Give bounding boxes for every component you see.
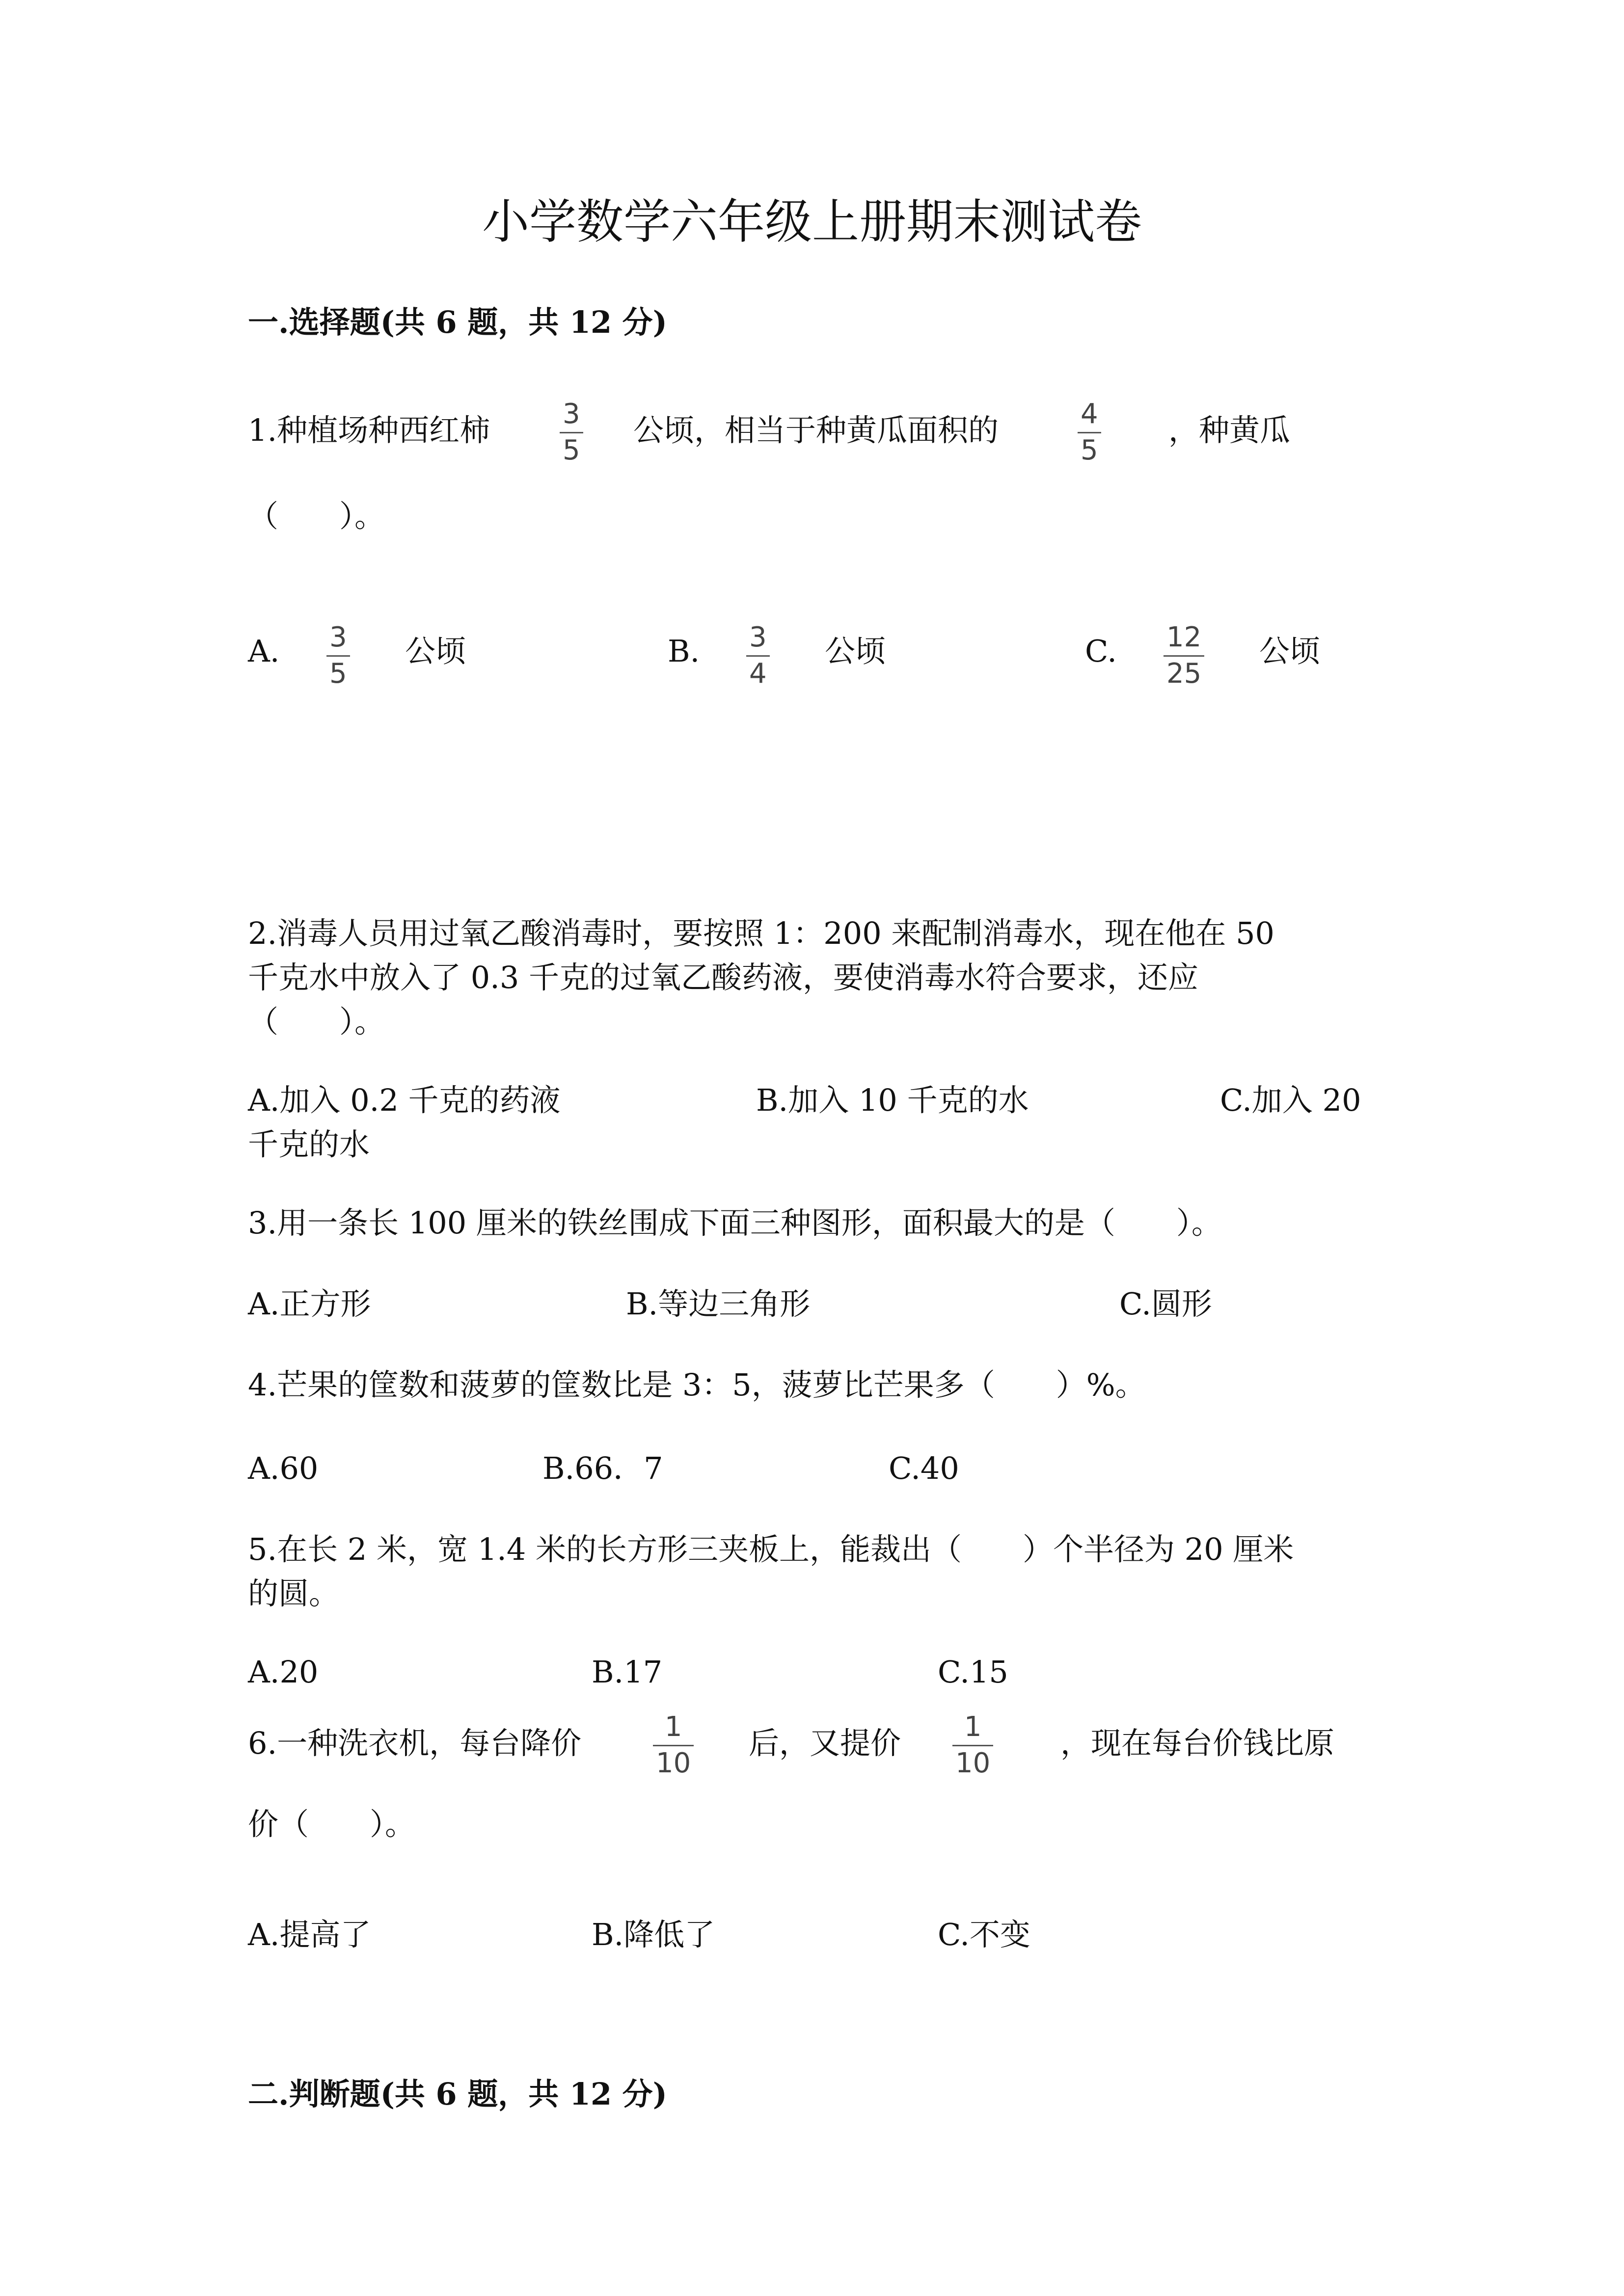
q6-option-a: A.提高了 — [248, 1917, 371, 1952]
q1-option-a-unit: 公顷 — [405, 633, 466, 669]
q6-text-c: ，现在每台价钱比原 — [1060, 1725, 1335, 1761]
q1-option-c-label: C. — [1085, 633, 1117, 669]
q1-option-b-label: B. — [668, 633, 700, 669]
page-title: 小学数学六年级上册期末测试卷 — [482, 194, 1142, 249]
q1-option-c-unit: 公顷 — [1259, 633, 1321, 669]
q2-line-1: 2.消毒人员用过氧乙酸消毒时，要按照 1：200 来配制消毒水，现在他在 50 — [248, 915, 1274, 951]
section-heading-choice: 一.选择题(共 6 题，共 12 分) — [248, 304, 668, 340]
fraction-bar — [1078, 432, 1101, 433]
q1-text-d: （ ）。 — [248, 498, 385, 534]
q1-fraction-2 — [1078, 400, 1101, 465]
q2-line-2: 千克水中放入了 0.3 千克的过氧乙酸药液，要使消毒水符合要求，还应 — [248, 960, 1199, 995]
fraction-numerator: 3 — [563, 398, 580, 430]
fraction-bar — [653, 1745, 694, 1746]
q1-fraction-1 — [560, 400, 583, 465]
q6-text-b: 后，又提价 — [749, 1725, 901, 1761]
q6-option-b: B.降低了 — [592, 1917, 715, 1952]
fraction-denominator: 4 — [749, 657, 767, 690]
q1-text-b: 公顷，相当于种黄瓜面积的 — [633, 412, 999, 448]
q2-option-c-continued: 千克的水 — [248, 1126, 370, 1162]
fraction-numerator: 3 — [329, 621, 347, 653]
q5-option-a: A.20 — [248, 1654, 319, 1690]
fraction-bar — [952, 1745, 993, 1746]
fraction-denominator: 25 — [1166, 657, 1202, 690]
fraction-bar — [746, 655, 770, 657]
q6-text-d: 价（ ）。 — [248, 1806, 416, 1842]
q1-option-b-unit: 公顷 — [825, 633, 886, 669]
q1-option-c-fraction — [1164, 623, 1204, 689]
q5-option-b: B.17 — [592, 1654, 663, 1690]
fraction-numerator: 1 — [964, 1711, 982, 1743]
q5-line-1: 5.在长 2 米，宽 1.4 米的长方形三夹板上，能裁出（ ）个半径为 20 厘米 — [248, 1531, 1294, 1567]
q4-option-b: B.66．7 — [542, 1450, 663, 1486]
q4-text: 4.芒果的筐数和菠萝的筐数比是 3：5，菠萝比芒果多（ ）%。 — [248, 1367, 1146, 1403]
q3-text: 3.用一条长 100 厘米的铁丝围成下面三种图形，面积最大的是（ ）。 — [248, 1205, 1222, 1241]
q3-option-b: B.等边三角形 — [626, 1286, 811, 1322]
q1-option-a-fraction — [326, 623, 350, 689]
q4-option-c: C.40 — [889, 1450, 959, 1486]
q6-fraction-1 — [653, 1713, 694, 1778]
q6-option-c: C.不变 — [938, 1917, 1030, 1952]
fraction-numerator: 1 — [664, 1711, 682, 1743]
q5-option-c: C.15 — [938, 1654, 1008, 1690]
fraction-denominator: 5 — [563, 434, 580, 466]
q1-text-c: ，种黄瓜 — [1168, 412, 1291, 448]
fraction-bar — [1164, 655, 1204, 657]
q5-line-2: 的圆。 — [248, 1575, 340, 1611]
q1-text-a: 1.种植场种西红柿 — [248, 412, 490, 448]
q3-option-a: A.正方形 — [248, 1286, 371, 1322]
fraction-bar — [560, 432, 583, 433]
q2-option-c: C.加入 20 — [1220, 1082, 1361, 1118]
fraction-numerator: 4 — [1081, 398, 1098, 430]
q6-text-a: 6.一种洗衣机，每台降价 — [248, 1725, 582, 1761]
q2-option-b: B.加入 10 千克的水 — [756, 1082, 1029, 1118]
q2-option-a: A.加入 0.2 千克的药液 — [248, 1082, 561, 1118]
fraction-denominator: 5 — [329, 657, 347, 690]
fraction-bar — [326, 655, 350, 657]
q4-option-a: A.60 — [248, 1450, 319, 1486]
fraction-numerator: 12 — [1166, 621, 1202, 653]
q1-option-b-fraction — [746, 623, 770, 689]
section-heading-judge: 二.判断题(共 6 题，共 12 分) — [248, 2076, 668, 2112]
q2-line-3: （ ）。 — [248, 1004, 385, 1040]
fraction-denominator: 10 — [955, 1747, 991, 1779]
fraction-denominator: 10 — [656, 1747, 691, 1779]
fraction-denominator: 5 — [1081, 434, 1098, 466]
fraction-numerator: 3 — [749, 621, 767, 653]
q6-fraction-2 — [952, 1713, 993, 1778]
q3-option-c: C.圆形 — [1119, 1286, 1212, 1322]
q1-option-a-label: A. — [248, 633, 280, 669]
